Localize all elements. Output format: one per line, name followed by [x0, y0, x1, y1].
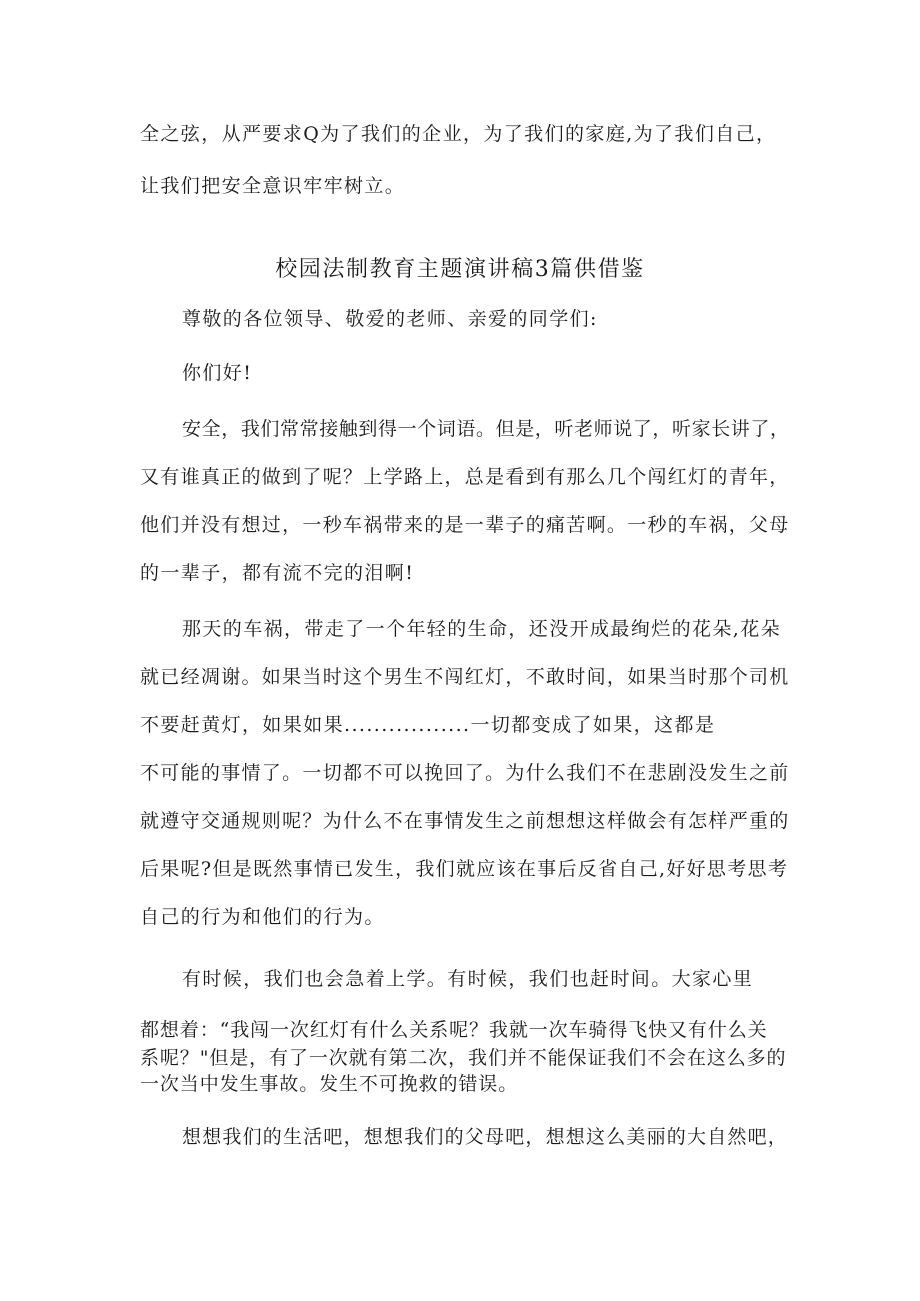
para1-line-1: 安全，我们常常接触到得一个词语。但是，听老师说了，听家长讲了，: [182, 418, 790, 440]
greeting: 尊敬的各位领导、敬爱的老师、亲爱的同学们:: [182, 308, 598, 330]
para2-line-1: 那天的车祸，带走了一个年轻的生命，还没开成最绚烂的花朵,花朵: [182, 618, 782, 640]
para2-line-4: 不可能的事情了。一切都不可以挽回了。为什么我们不在悲剧没发生之前: [140, 762, 790, 784]
intro-line-2: 让我们把安全意识牢牢树立。: [140, 175, 406, 197]
document-title: 校园法制教育主题演讲稿3篇供借鉴: [275, 257, 645, 282]
para3-line-3: 系呢？"但是，有了一次就有第二次，我们并不能保证我们不会在这么多的: [140, 1047, 787, 1069]
para1-line-2: 又有谁真正的做到了呢？上学路上，总是看到有那么几个闯红灯的青年，: [140, 466, 790, 488]
para2-line-6: 后果呢?但是既然事情已发生，我们就应该在事后反省自己,好好思考思考: [140, 858, 789, 880]
para4-line-1: 想想我们的生活吧，想想我们的父母吧，想想这么美丽的大自然吧，: [182, 1126, 789, 1148]
para2-line-5: 就遵守交通规则呢？为什么不在事情发生之前想想这样做会有怎样严重的: [140, 810, 790, 832]
para1-line-3: 他们并没有想过，一秒车祸带来的是一辈子的痛苦啊。一秒的车祸，父母: [140, 514, 790, 536]
para2-line-3: 不要赶黄灯，如果如果.................一切都变成了如果，这都是: [140, 714, 716, 736]
intro-line-1: 全之弦，从严要求Q为了我们的企业，为了我们的家庭,为了我们自己，: [140, 123, 777, 145]
para3-line-4: 一次当中发生事故。发生不可挽救的错误。: [140, 1073, 519, 1095]
para3-line-1: 有时候，我们也会急着上学。有时候，我们也赶时间。大家心里: [182, 968, 754, 990]
para3-line-2: 都想着：“我闯一次红灯有什么关系呢？我就一次车骑得飞快又有什么关: [140, 1019, 768, 1041]
hello: 你们好!: [182, 362, 253, 384]
para1-line-4: 的一辈子，都有流不完的泪啊!: [140, 562, 415, 584]
para2-line-7: 自己的行为和他们的行为。: [140, 906, 385, 928]
para2-line-2: 就已经凋谢。如果当时这个男生不闯红灯，不敢时间，如果当时那个司机: [140, 666, 790, 688]
